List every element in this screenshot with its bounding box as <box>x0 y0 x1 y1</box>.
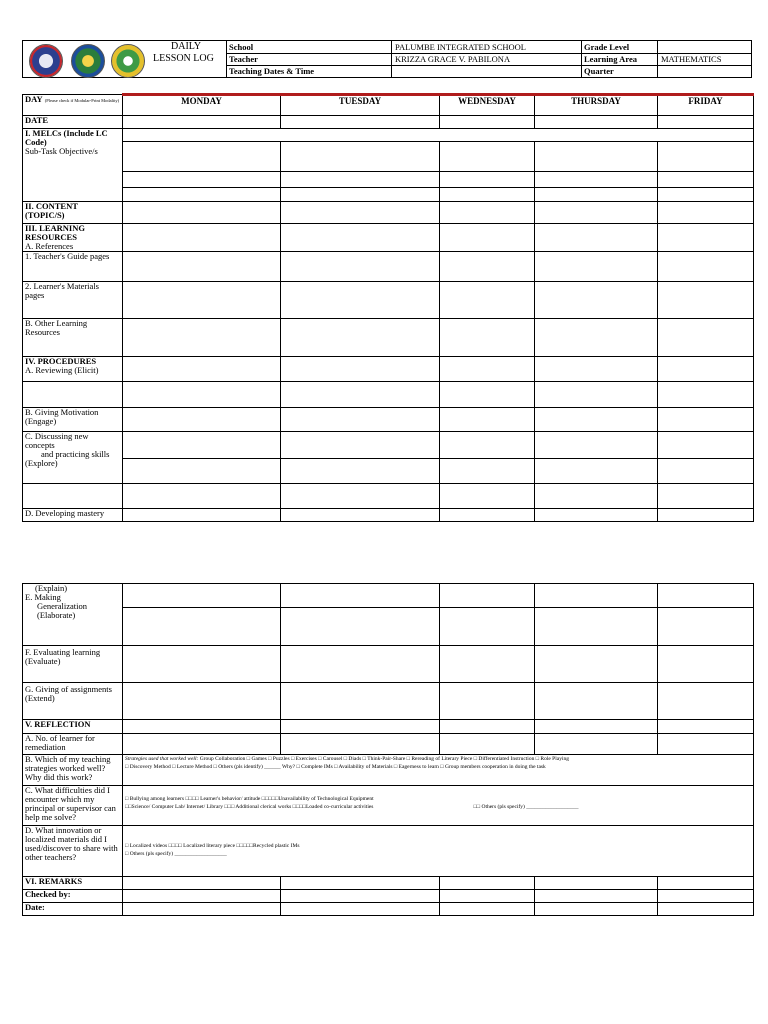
content-label: II. CONTENT (TOPIC/S) <box>23 202 123 224</box>
reviewing-cell[interactable] <box>123 357 281 382</box>
subtask-cell[interactable] <box>281 142 440 172</box>
lm-pages-label: 2. Learner's Materials pages <box>23 282 123 319</box>
day-header-cell: DAY (Please check if Modular-Print Modality) <box>23 95 123 116</box>
discussing-cell[interactable] <box>281 459 440 484</box>
assignments-cell[interactable] <box>281 683 440 720</box>
motivation-label: B. Giving Motivation (Engage) <box>23 408 123 432</box>
lesson-log-table-page2 <box>22 583 754 916</box>
thursday-header: THURSDAY <box>535 95 658 116</box>
discussing-cell[interactable] <box>123 484 281 509</box>
subtask-cell[interactable] <box>440 188 535 202</box>
other-resources-cell[interactable] <box>658 319 754 357</box>
discussing-cell[interactable] <box>440 484 535 509</box>
explain-cell[interactable] <box>658 584 754 608</box>
motivation-cell[interactable] <box>440 408 535 432</box>
division-seal-icon <box>71 44 105 78</box>
remediation-cell[interactable] <box>535 734 658 755</box>
generalization-cell[interactable] <box>123 608 281 646</box>
tg-pages-cell[interactable] <box>535 252 658 282</box>
assignments-cell[interactable] <box>535 683 658 720</box>
discussing-cell[interactable] <box>658 484 754 509</box>
innovation-label: D. What innovation or localized materials did I used/discover to share with other teachers? <box>23 826 123 877</box>
subtask-cell[interactable] <box>658 172 754 188</box>
subtask-cell[interactable] <box>535 172 658 188</box>
doc-title-line1: DAILY <box>171 41 202 52</box>
reviewing-cell[interactable] <box>440 357 535 382</box>
discussing-label: C. Discussing new concepts and practicing skills (Explore) <box>23 432 123 484</box>
date2-cell[interactable] <box>440 903 535 916</box>
subtask-cell[interactable] <box>123 142 281 172</box>
references-cell[interactable] <box>123 224 281 252</box>
reflection-cell[interactable] <box>440 720 535 734</box>
school-label: School <box>229 42 254 52</box>
discussing-cell[interactable] <box>123 459 281 484</box>
reflection-cell[interactable] <box>281 720 440 734</box>
date2-cell[interactable] <box>658 903 754 916</box>
other-resources-cell[interactable] <box>281 319 440 357</box>
lesson-log-table-page1 <box>22 93 754 522</box>
evaluating-cell[interactable] <box>281 646 440 683</box>
checked-by-cell[interactable] <box>440 890 535 903</box>
subtask-cell[interactable] <box>281 188 440 202</box>
discussing-cell[interactable] <box>123 432 281 459</box>
date2-cell[interactable] <box>123 903 281 916</box>
doc-title-line2: LESSON LOG <box>153 53 214 64</box>
remarks-cell[interactable] <box>535 877 658 890</box>
evaluating-cell[interactable] <box>535 646 658 683</box>
subtask-cell[interactable] <box>658 188 754 202</box>
date-cell[interactable] <box>440 116 535 129</box>
learning-area-label: Learning Area <box>584 54 637 64</box>
discussing-cell[interactable] <box>440 459 535 484</box>
checked-by-cell[interactable] <box>535 890 658 903</box>
learning-area-value[interactable]: MATHEMATICS <box>661 54 722 64</box>
discussing-cell[interactable] <box>658 432 754 459</box>
remarks-cell[interactable] <box>123 877 281 890</box>
motivation-cell[interactable] <box>123 408 281 432</box>
content-cell[interactable] <box>658 202 754 224</box>
generalization-cell[interactable] <box>281 608 440 646</box>
remediation-cell[interactable] <box>123 734 281 755</box>
explain-cell[interactable] <box>440 584 535 608</box>
discussing-cell[interactable] <box>281 432 440 459</box>
tg-pages-cell[interactable] <box>658 252 754 282</box>
subtask-cell[interactable] <box>123 172 281 188</box>
tg-pages-cell[interactable] <box>440 252 535 282</box>
difficulties-label: C. What difficulties did I encounter which my principal or supervisor can help me solve? <box>23 786 123 826</box>
discussing-cell[interactable] <box>535 432 658 459</box>
remarks-cell[interactable] <box>281 877 440 890</box>
teacher-value[interactable]: KRIZZA GRACE V. PABILONA <box>395 54 511 64</box>
reviewing-cell[interactable] <box>658 357 754 382</box>
assignments-cell[interactable] <box>658 683 754 720</box>
checked-by-label: Checked by: <box>23 890 123 903</box>
reviewing-cell[interactable] <box>535 382 658 408</box>
reflection-cell[interactable] <box>535 720 658 734</box>
remediation-label: A. No. of learner for remediation <box>23 734 123 755</box>
checked-by-cell[interactable] <box>658 890 754 903</box>
references-cell[interactable] <box>658 224 754 252</box>
discussing-cell[interactable] <box>440 432 535 459</box>
reviewing-cell[interactable] <box>535 357 658 382</box>
tg-pages-label: 1. Teacher's Guide pages <box>23 252 123 282</box>
explain-cell[interactable] <box>535 584 658 608</box>
quarter-label: Quarter <box>584 66 614 76</box>
melcs-label: I. MELCs (Include LC Code) Sub-Task Objective/s <box>23 129 123 202</box>
resources-label: III. LEARNING RESOURCES A. References <box>23 224 123 252</box>
evaluating-cell[interactable] <box>658 646 754 683</box>
difficulties-checklist[interactable]: □ Bullying among learners □□□□ Learner's behavior/ attitude □□□□□Unavailability of Technological Equipment □□Science/ Computer Lab/ Internet/ Library □□□ Additional clerical works □□□□Loaded co-curricular activities □□ Others (pls specify) ___________________ <box>123 786 754 826</box>
content-cell[interactable] <box>535 202 658 224</box>
assignments-cell[interactable] <box>440 683 535 720</box>
lm-pages-cell[interactable] <box>658 282 754 319</box>
tg-pages-cell[interactable] <box>281 252 440 282</box>
content-cell[interactable] <box>123 202 281 224</box>
evaluating-cell[interactable] <box>440 646 535 683</box>
reflection-cell[interactable] <box>123 720 281 734</box>
motivation-cell[interactable] <box>535 408 658 432</box>
subtask-cell[interactable] <box>440 172 535 188</box>
strategies-label: B. Which of my teaching strategies worked well? Why did this work? <box>23 755 123 786</box>
motivation-cell[interactable] <box>658 408 754 432</box>
tg-pages-cell[interactable] <box>123 252 281 282</box>
reflection-label: V. REFLECTION <box>23 720 123 734</box>
lm-pages-cell[interactable] <box>440 282 535 319</box>
lm-pages-cell[interactable] <box>123 282 281 319</box>
discussing-extra-label <box>23 484 123 509</box>
other-resources-cell[interactable] <box>440 319 535 357</box>
explain-cell[interactable] <box>281 584 440 608</box>
date2-cell[interactable] <box>281 903 440 916</box>
remediation-cell[interactable] <box>281 734 440 755</box>
other-resources-cell[interactable] <box>535 319 658 357</box>
deped-seal-icon <box>29 44 63 78</box>
melcs-cell[interactable] <box>123 129 754 142</box>
remarks-cell[interactable] <box>658 877 754 890</box>
content-cell[interactable] <box>281 202 440 224</box>
grade-level-label: Grade Level <box>584 42 630 52</box>
date-cell[interactable] <box>281 116 440 129</box>
date-cell[interactable] <box>535 116 658 129</box>
reviewing-cell[interactable] <box>123 382 281 408</box>
other-resources-label: B. Other Learning Resources <box>23 319 123 357</box>
lesson-log-header <box>22 40 752 78</box>
school-seal-icon <box>111 44 145 78</box>
developing-cell[interactable] <box>658 509 754 522</box>
discussing-cell[interactable] <box>658 459 754 484</box>
references-cell[interactable] <box>440 224 535 252</box>
generalization-label: (Explain) E. Making Generalization (Elaborate) <box>23 584 123 646</box>
assignments-label: G. Giving of assignments (Extend) <box>23 683 123 720</box>
strategies-checklist[interactable]: Strategies used that worked well: Group Collaboration □ Games □ Puzzles □ Exercises □ Carousel □ Diads □ Think-Pair-Share □ Rereading of Literary Piece □ Differentiated Instruction □ Role Playing □ Discovery Method □ Lecture Method □ Others (pls identify) ______ Why? □ Complete IMs □ Availability of Materials □ Eagerness to learn □ Group members cooperation in doing the task <box>123 755 754 786</box>
reviewing-cell[interactable] <box>281 382 440 408</box>
checked-by-cell[interactable] <box>281 890 440 903</box>
developing-cell[interactable] <box>281 509 440 522</box>
developing-cell[interactable] <box>535 509 658 522</box>
subtask-cell[interactable] <box>658 142 754 172</box>
subtask-cell[interactable] <box>535 188 658 202</box>
teacher-label: Teacher <box>229 54 258 64</box>
assignments-cell[interactable] <box>123 683 281 720</box>
motivation-cell[interactable] <box>281 408 440 432</box>
tuesday-header: TUESDAY <box>281 95 440 116</box>
discussing-cell[interactable] <box>535 459 658 484</box>
evaluating-cell[interactable] <box>123 646 281 683</box>
content-cell[interactable] <box>440 202 535 224</box>
procedures-label: IV. PROCEDURES A. Reviewing (Elicit) <box>23 357 123 382</box>
remediation-cell[interactable] <box>440 734 535 755</box>
school-value[interactable]: PALUMBE INTEGRATED SCHOOL <box>395 42 526 52</box>
evaluating-label: F. Evaluating learning (Evaluate) <box>23 646 123 683</box>
reviewing-cell[interactable] <box>658 382 754 408</box>
remarks-cell[interactable] <box>440 877 535 890</box>
other-resources-cell[interactable] <box>123 319 281 357</box>
lm-pages-cell[interactable] <box>281 282 440 319</box>
developing-cell[interactable] <box>123 509 281 522</box>
wednesday-header: WEDNESDAY <box>440 95 535 116</box>
reviewing-cell[interactable] <box>440 382 535 408</box>
date-cell[interactable] <box>658 116 754 129</box>
generalization-cell[interactable] <box>658 608 754 646</box>
generalization-cell[interactable] <box>440 608 535 646</box>
reviewing-cell[interactable] <box>281 357 440 382</box>
lm-pages-cell[interactable] <box>535 282 658 319</box>
developing-label: D. Developing mastery <box>23 509 123 522</box>
checked-by-cell[interactable] <box>123 890 281 903</box>
generalization-cell[interactable] <box>535 608 658 646</box>
discussing-cell[interactable] <box>281 484 440 509</box>
reflection-cell[interactable] <box>658 720 754 734</box>
dates-label: Teaching Dates & Time <box>229 66 315 76</box>
date-label: DATE <box>23 116 123 129</box>
date2-label: Date: <box>23 903 123 916</box>
references-cell[interactable] <box>281 224 440 252</box>
subtask-cell[interactable] <box>281 172 440 188</box>
reviewing-extra-label <box>23 382 123 408</box>
date-cell[interactable] <box>123 116 281 129</box>
developing-cell[interactable] <box>440 509 535 522</box>
explain-cell[interactable] <box>123 584 281 608</box>
subtask-cell[interactable] <box>535 142 658 172</box>
monday-header: MONDAY <box>123 95 281 116</box>
subtask-cell[interactable] <box>440 142 535 172</box>
innovation-checklist[interactable]: □ Localized videos □□□□ Localized literary piece □□□□□Recycled plastic IMs □ Others (pls specify) ___________________ <box>123 826 754 877</box>
date2-cell[interactable] <box>535 903 658 916</box>
remarks-label: VI. REMARKS <box>23 877 123 890</box>
discussing-cell[interactable] <box>535 484 658 509</box>
remediation-cell[interactable] <box>658 734 754 755</box>
references-cell[interactable] <box>535 224 658 252</box>
subtask-cell[interactable] <box>123 188 281 202</box>
friday-header: FRIDAY <box>658 95 754 116</box>
